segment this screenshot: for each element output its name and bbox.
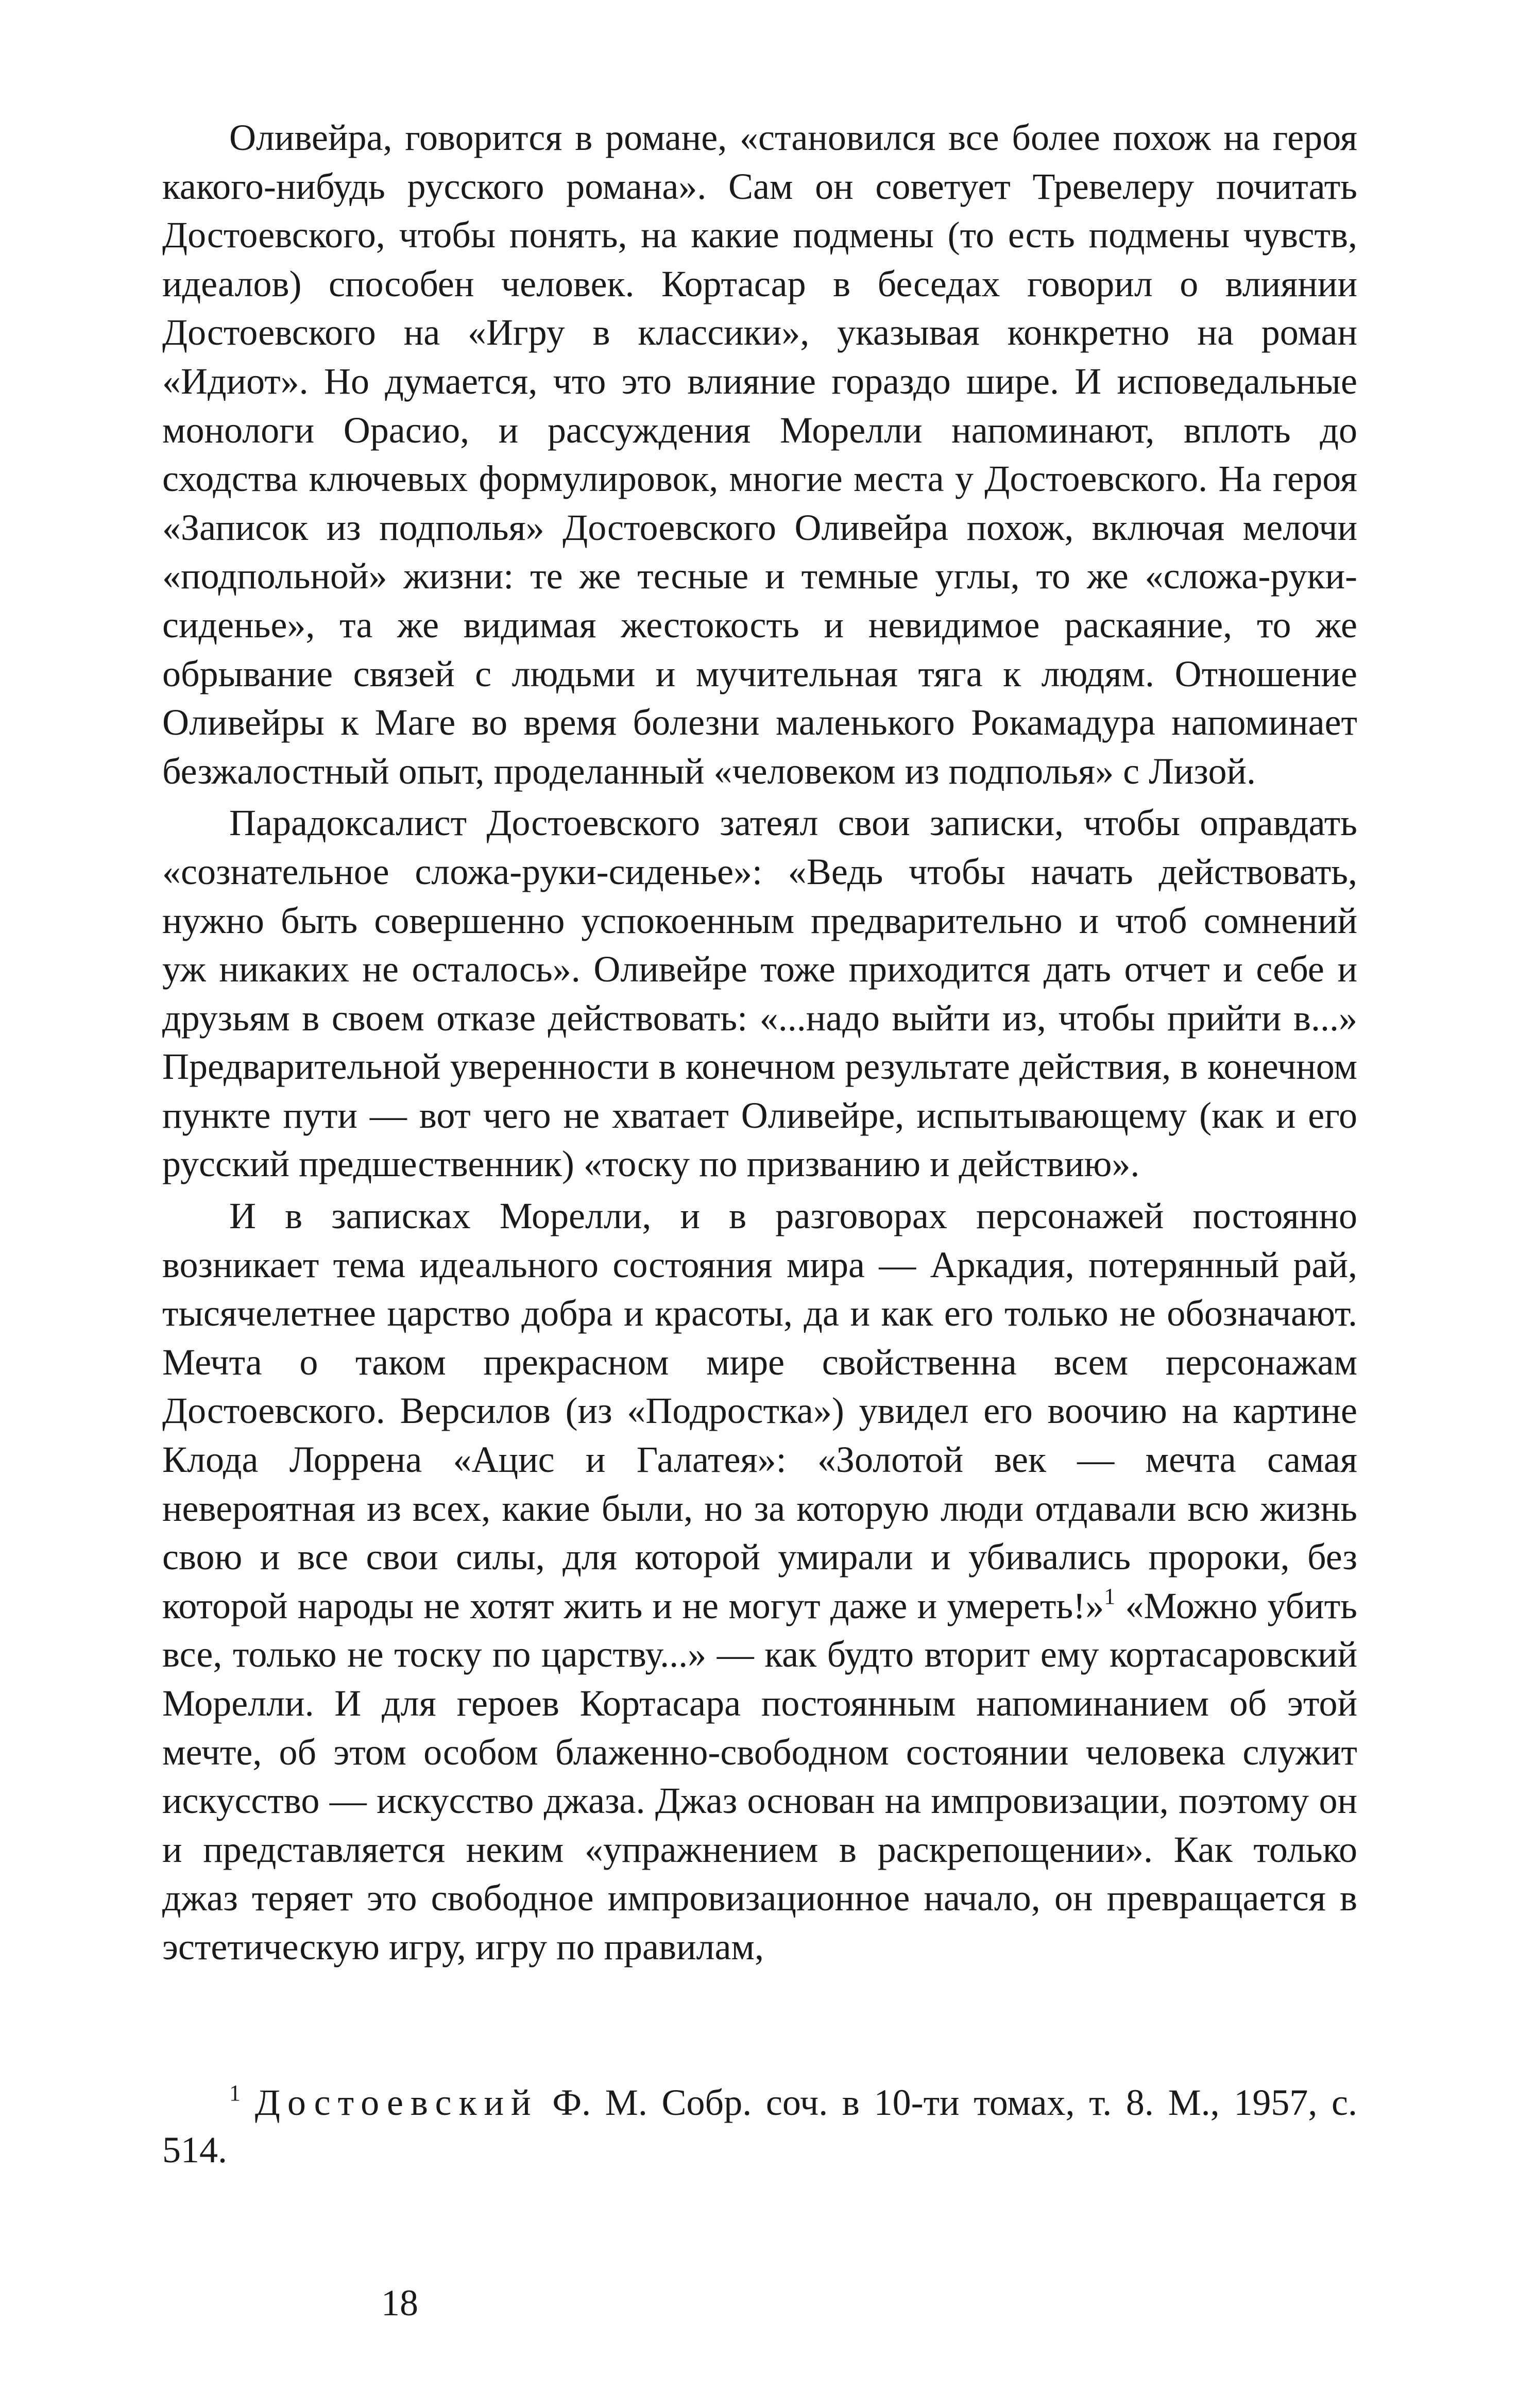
footnote-mark: 1 — [229, 2080, 241, 2106]
page-number: 18 — [381, 2282, 418, 2324]
paragraph-3-part-1: И в записках Морелли, и в разговорах персонажей постоянно возникает тема идеального состояния мира — Аркадия, потерянный рай, тысячелетнее царство добра и красоты, да и как его только не обозначают. Мечта о таком прекрасном мире свойственна всем персонажам Достоевского. Версилов (из «Подростка») увидел его воочию на картине Клода Лоррена «Ацис и Галатея»: «Золотой век — мечта самая невероятная из всех, какие были, но за которую люди отдавали всю жизнь свою и все свои силы, для которой умирали и убивались пророки, без которой народы не хотят жить и не могут даже и умереть!» — [162, 1195, 1357, 1626]
main-text — [162, 113, 1357, 1972]
paragraph-1: Оливейра, говорится в романе, «становился все более похож на героя какого-нибудь русского романа». Сам он советует Тревелеру почитать Достоевского, чтобы понять, на какие подмены (то есть подмены чувств, идеалов) способен человек. Кортасар в беседах говорил о влиянии Достоевского на «Игру в классики», указывая конкретно на роман «Идиот». Но думается, что это влияние гораздо шире. И исповедальные монологи Орасио, и рассуждения Морелли напоминают, вплоть до сходства ключевых формулировок, многие места у Достоевского. На героя «Записок из подполья» Достоевского Оливейра похож, включая мелочи «подпольной» жизни: те же тесные и темные углы, то же «сложа-руки-сиденье», та же видимая жестокость и невидимое раскаяние, то же обрывание связей с людьми и мучительная тяга к людям. Отношение Оливейры к Маге во время болезни маленького Рокамадура напоминает безжалостный опыт, проделанный «человеком из подполья» с Лизой. — [162, 117, 1357, 792]
footnote-author: Достоевский — [254, 2082, 538, 2123]
paragraph-3 — [162, 1192, 1357, 1972]
paragraph-2: Парадоксалист Достоевского затеял свои записки, чтобы оправдать «сознательное сложа-руки-сиденье»: «Ведь чтобы начать действовать, нужно быть совершенно успокоенным предварительно и чтоб сомнений уж никаких не осталось». Оливейре тоже приходится дать отчет и себе и друзьям в своем отказе действовать: «...надо выйти из, чтобы прийти в...» Предварительной уверенности в конечном результате действия, в конечном пункте пути — вот чего не хватает Оливейре, испытывающему (как и его русский предшественник) «тоску по призванию и действию». — [162, 802, 1357, 1185]
footnote-text: Ф. М. Собр. соч. в 10-ти томах, т. 8. М., 1957, с. 514. — [162, 2082, 1358, 2170]
footnote-reference: 1 — [1104, 1583, 1116, 1609]
footnote — [162, 2079, 1357, 2174]
paragraph-3-part-2: «Можно убить все, только не тоску по царству...» — как будто вторит ему кортасаровский Морелли. И для героев Кортасара постоянным напоминанием об этой мечте, об этом особом блаженно-свободном состоянии человека служит искусство — искусство джаза. Джаз основан на импровизации, поэтому он и представляется неким «упражнением в раскрепощении». Как только джаз теряет это свободное импровизационное начало, он превращается в эстетическую игру, игру по правилам, — [162, 1585, 1357, 1968]
